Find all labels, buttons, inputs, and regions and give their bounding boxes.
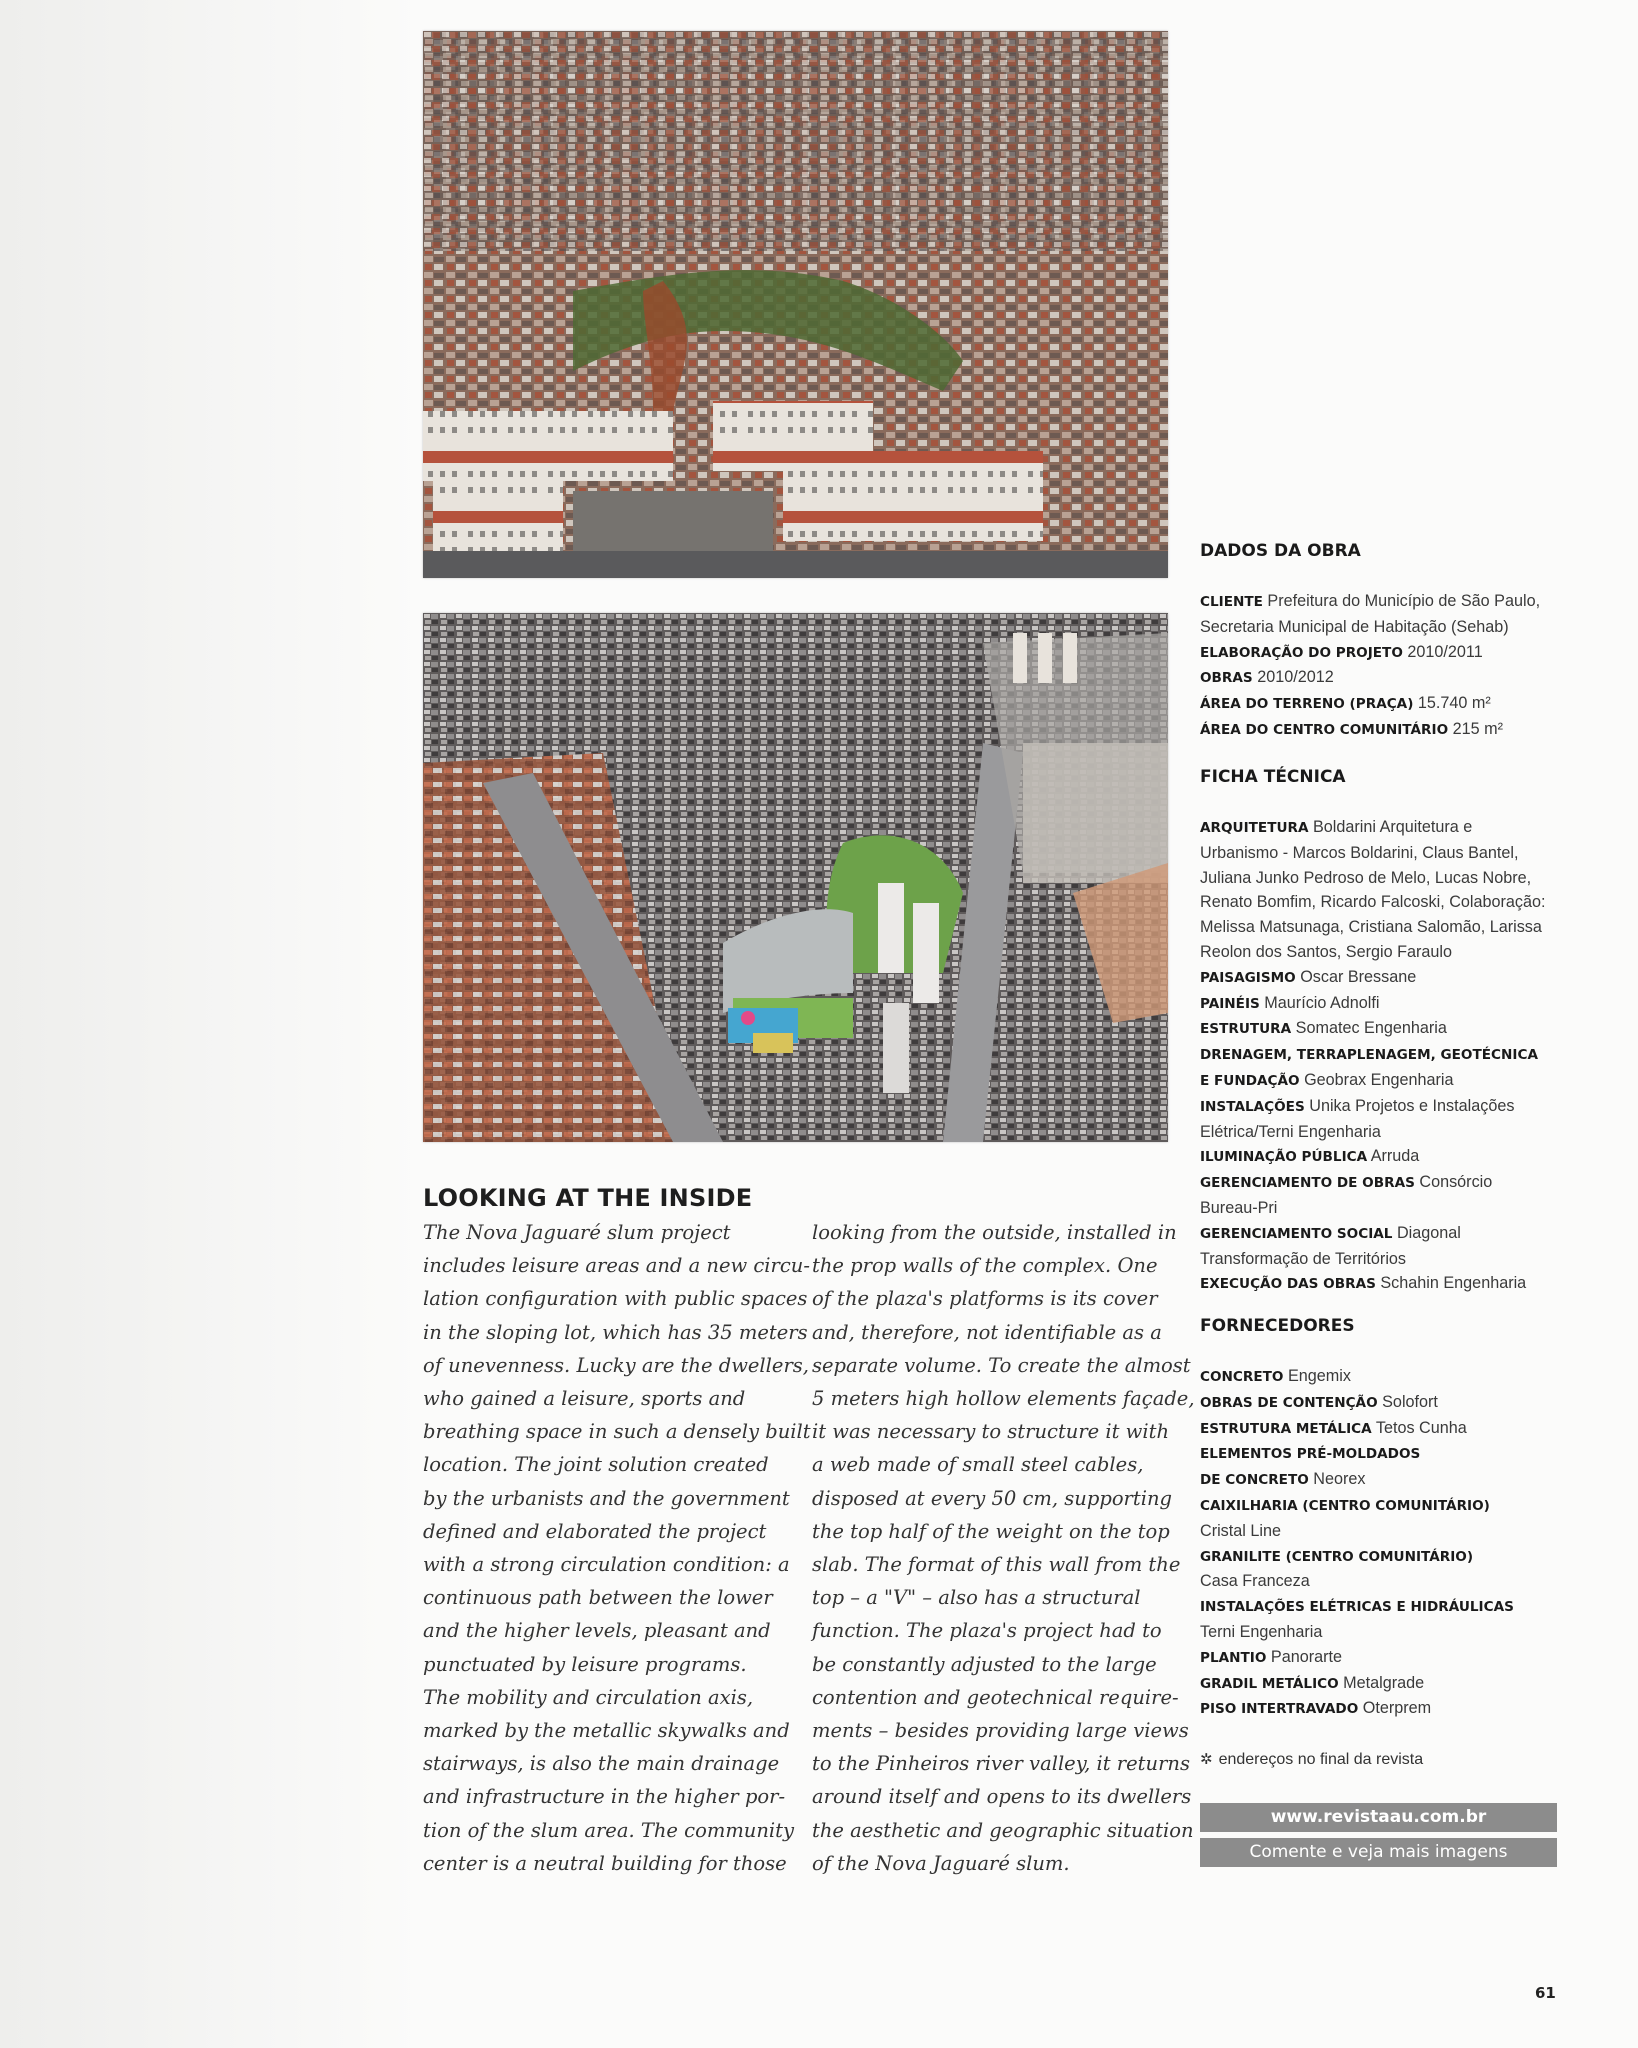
credit-value: Tetos Cunha [1371, 1418, 1467, 1437]
article-text-line: it was necessary to structure it with [812, 1420, 1169, 1444]
credit-value: 15.740 m² [1413, 694, 1491, 713]
article-title: LOOKING AT THE INSIDE [423, 1184, 753, 1212]
article-text-line: who gained a leisure, sports and [423, 1387, 746, 1411]
credit-label: ELABORAÇÃO DO PROJETO [1200, 644, 1403, 661]
credit-value: Solofort [1377, 1392, 1438, 1411]
credit-entry [1200, 1594, 1560, 1645]
credit-value: Oscar Bressane [1295, 967, 1417, 986]
credit-label: EXECUÇÃO DAS OBRAS [1200, 1276, 1376, 1293]
credit-entry [1200, 1042, 1560, 1094]
article-text-line: punctuated by leisure programs. [423, 1652, 747, 1676]
addresses-note-text: endereços no final da revista [1218, 1751, 1424, 1768]
credit-entry [1200, 691, 1560, 717]
article-text-line: tion of the slum area. The community [423, 1818, 795, 1842]
credit-label: GRANILITE (CENTRO COMUNITÁRIO) [1200, 1548, 1474, 1565]
article-text-line: center is a neutral building for those [423, 1851, 787, 1875]
credit-label: PAISAGISMO [1200, 969, 1296, 986]
credit-label: ELEMENTOS PRÉ-MOLDADOS DE CONCRETO [1200, 1446, 1421, 1489]
credit-value: Somatec Engenharia [1291, 1019, 1447, 1038]
credit-label: ÁREA DO CENTRO COMUNITÁRIO [1200, 721, 1449, 738]
bleed-through-text [60, 820, 93, 925]
credit-entry [1200, 1271, 1560, 1297]
credit-value: Cristal Line [1200, 1521, 1281, 1540]
credit-entry [1200, 1441, 1560, 1493]
facing-page-shadow [0, 0, 420, 2048]
credit-entry [1200, 1364, 1560, 1390]
article-text-line: of the plaza's platforms is its cover [812, 1287, 1158, 1311]
ficha-tecnica-list [1200, 815, 1560, 1297]
credit-value: Terni Engenharia [1200, 1622, 1323, 1641]
credit-value: Unika Projetos e Instalações Elétrica/Terni Engenharia [1200, 1096, 1515, 1141]
credit-entry [1200, 1094, 1560, 1145]
article-text-line: with a strong circulation condition: a [423, 1553, 790, 1577]
credit-entry [1200, 1671, 1560, 1697]
credit-entry [1200, 1016, 1560, 1042]
article-text-line: includes leisure areas and a new circu- [423, 1254, 810, 1278]
credit-entry [1200, 1416, 1560, 1442]
article-text-line: looking from the outside, installed in [812, 1221, 1177, 1244]
credit-label: OBRAS [1200, 670, 1253, 687]
fornecedores-list [1200, 1364, 1560, 1722]
page-number: 61 [1535, 1984, 1556, 2002]
article-text-line: and, therefore, not identifiable as a [812, 1320, 1162, 1344]
article-text-line: ments – besides providing large views [812, 1719, 1189, 1743]
article-left-column [423, 1216, 811, 1880]
fornecedores-section [1200, 1316, 1560, 1336]
credit-value: 2010/2012 [1252, 668, 1334, 687]
credit-label: DRENAGEM, TERRAPLENAGEM, GEOTÉCNICA E FUNDAÇÃO [1200, 1047, 1538, 1089]
credit-label: ESTRUTURA [1200, 1021, 1292, 1038]
article-text-line: the prop walls of the complex. One [812, 1254, 1158, 1278]
credit-label: ÁREA DO TERRENO (PRAÇA) [1200, 696, 1414, 713]
article-text-line: The mobility and circulation axis, [423, 1685, 754, 1709]
credit-value: Neorex [1308, 1470, 1366, 1489]
article-text-line: and the higher levels, pleasant and [423, 1619, 771, 1643]
credit-value: Diagonal Transformação de Territórios [1200, 1223, 1461, 1268]
credit-entry [1200, 1544, 1560, 1595]
website-link[interactable]: www.revistaau.com.br [1200, 1803, 1557, 1832]
credit-value: Oterprem [1358, 1699, 1432, 1718]
credit-entry [1200, 1493, 1560, 1544]
credit-value: Boldarini Arquitetura e Urbanismo - Marcos Boldarini, Claus Bantel, Juliana Junko Pedroso de Melo, Lucas Nobre, Renato Bomfim, Ricardo Falcoski, Colaboração: Melissa Matsunaga, Cristiana Salomão, Larissa Reolon dos Santos, Sergio Faraulo [1200, 818, 1546, 961]
dados-da-obra-heading: DADOS DA OBRA [1200, 541, 1361, 561]
article-text-line: in the sloping lot, which has 35 meters [423, 1320, 808, 1344]
credit-value: Schahin Engenharia [1375, 1274, 1527, 1293]
article-text-line: a web made of small steel cables, [812, 1453, 1144, 1477]
credit-value: Engemix [1283, 1367, 1351, 1385]
credit-entry [1200, 991, 1560, 1017]
credit-value: Metalgrade [1338, 1673, 1425, 1692]
credit-entry [1200, 589, 1560, 640]
article-text-line: and infrastructure in the higher por- [423, 1785, 786, 1809]
article-text-line: disposed at every 50 cm, supporting [812, 1486, 1172, 1510]
article-text-line: marked by the metallic skywalks and [423, 1719, 790, 1743]
article-text-line: stairways, is also the main drainage [423, 1752, 780, 1776]
credit-value: Consórcio Bureau-Pri [1200, 1173, 1493, 1217]
credit-label: OBRAS DE CONTENÇÃO [1200, 1394, 1378, 1411]
article-text-line: by the urbanists and the government [423, 1486, 790, 1510]
credit-entry [1200, 815, 1560, 965]
credit-entry [1200, 1696, 1560, 1722]
credit-value: 215 m² [1448, 719, 1504, 738]
credit-label: GRADIL METÁLICO [1200, 1675, 1339, 1692]
article-text-line: around itself and opens to its dwellers [812, 1785, 1192, 1809]
credit-entry [1200, 1645, 1560, 1671]
credit-label: CAIXILHARIA (CENTRO COMUNITÁRIO) [1200, 1497, 1490, 1514]
credit-label: ARQUITETURA [1200, 820, 1309, 836]
article-text-line: top – a "V" – also has a structural [812, 1586, 1141, 1610]
article-text-line: the top half of the weight on the top [812, 1519, 1170, 1543]
credit-entry [1200, 640, 1560, 666]
article-text-line: the aesthetic and geographic situation [812, 1818, 1194, 1842]
addresses-note [1200, 1750, 1423, 1769]
credit-label: INSTALAÇÕES ELÉTRICAS E HIDRÁULICAS [1200, 1599, 1514, 1616]
credit-value: Geobrax Engenharia [1299, 1070, 1454, 1089]
dados-da-obra-list [1200, 589, 1560, 743]
article-text-line: of the Nova Jaguaré slum. [812, 1851, 1070, 1875]
credit-entry [1200, 1144, 1560, 1170]
article-text-line: continuous path between the lower [423, 1586, 773, 1610]
credit-value: Maurício Adnolfi [1259, 993, 1380, 1012]
article-text-line: function. The plaza's project had to [812, 1619, 1162, 1643]
fornecedores-heading: FORNECEDORES [1200, 1316, 1355, 1336]
dados-da-obra-section [1200, 541, 1560, 561]
article-text-line: be constantly adjusted to the large [812, 1652, 1157, 1676]
article-text-line: contention and geotechnical require- [812, 1685, 1179, 1709]
credit-value: Prefeitura do Município de São Paulo, Secretaria Municipal de Habitação (Sehab) [1200, 592, 1541, 636]
credit-entry [1200, 665, 1560, 691]
credit-value: Casa Franceza [1200, 1572, 1310, 1591]
aerial-photo-favela-housing [423, 31, 1168, 578]
credit-label: CLIENTE [1200, 594, 1263, 610]
credit-label: INSTALAÇÕES [1200, 1098, 1305, 1115]
credit-label: CONCRETO [1200, 1369, 1284, 1385]
article-text-line: breathing space in such a densely built [423, 1420, 811, 1444]
article-text-line: of unevenness. Lucky are the dwellers, [423, 1353, 809, 1377]
article-text-line: defined and elaborated the project [423, 1519, 767, 1543]
comment-link[interactable]: Comente e veja mais imagens [1200, 1838, 1557, 1867]
ficha-tecnica-heading: FICHA TÉCNICA [1200, 767, 1346, 787]
credit-label: PISO INTERTRAVADO [1200, 1701, 1359, 1718]
aerial-photo-plaza-overview [423, 613, 1168, 1142]
article-text-line: lation configuration with public spaces [423, 1287, 808, 1311]
article-right-column [812, 1216, 1195, 1880]
credit-value: Arruda [1367, 1147, 1420, 1166]
credit-label: GERENCIAMENTO DE OBRAS [1200, 1175, 1415, 1192]
ficha-tecnica-section [1200, 767, 1560, 787]
credit-label: ILUMINAÇÃO PÚBLICA [1200, 1149, 1368, 1166]
article-text-line: 5 meters high hollow elements façade, [812, 1387, 1195, 1411]
credit-value: 2010/2011 [1402, 642, 1483, 661]
credit-label: GERENCIAMENTO SOCIAL [1200, 1225, 1393, 1242]
article-text-line: The Nova Jaguaré slum project [423, 1221, 731, 1244]
sparkle-icon: ✲ [1200, 1751, 1213, 1768]
credit-entry [1200, 1170, 1560, 1221]
article-text-line: separate volume. To create the almost [812, 1353, 1191, 1377]
credit-entry [1200, 1221, 1560, 1272]
article-text-line: to the Pinheiros river valley, it returns [812, 1752, 1190, 1776]
article-text-line: location. The joint solution created [423, 1453, 769, 1477]
credit-entry [1200, 717, 1560, 743]
credit-label: ESTRUTURA METÁLICA [1200, 1420, 1372, 1437]
credit-label: PLANTIO [1200, 1649, 1267, 1666]
credit-value: Panorarte [1266, 1647, 1343, 1666]
article-text-line: slab. The format of this wall from the [812, 1553, 1181, 1577]
credit-entry [1200, 1390, 1560, 1416]
credit-entry [1200, 965, 1560, 991]
credit-label: PAINÉIS [1200, 995, 1260, 1012]
